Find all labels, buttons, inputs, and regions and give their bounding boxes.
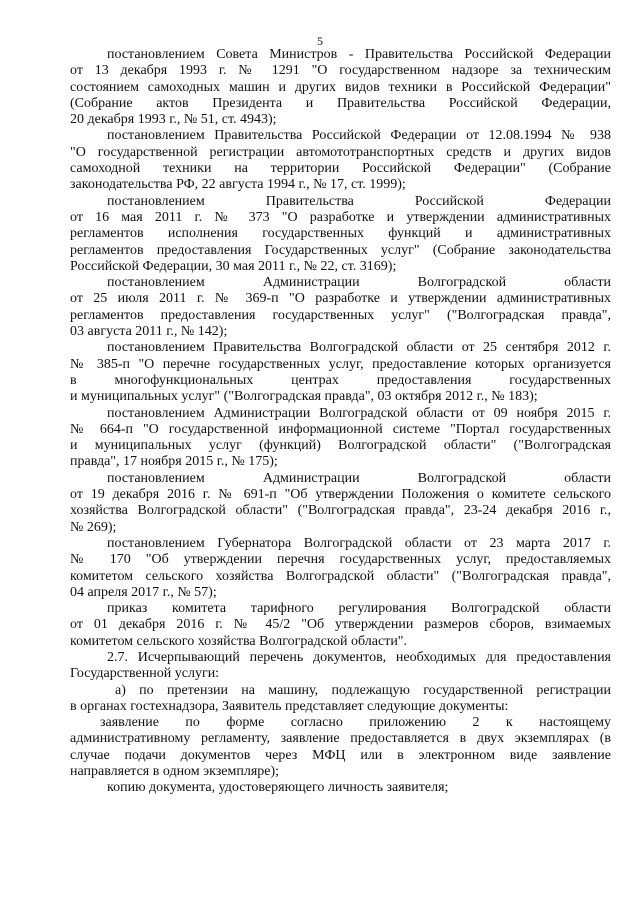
text-line: и муниципальных услуг" ("Волгоградская правда", 03 октября 2012 г., № 183); xyxy=(70,389,538,405)
text-line: постановлением Правительства Российской Федерации xyxy=(107,193,611,209)
text-line: и муниципальных услуг (функций) Волгоградской области" ("Волгоградская xyxy=(70,438,611,454)
paragraph xyxy=(70,406,611,471)
text-line: от 25 июля 2011 г. № 369-п "О разработке и утверждении административных xyxy=(70,291,611,307)
text-line: регламентов предоставления государственных услуг" ("Волгоградская правда", xyxy=(70,307,611,323)
text-line: № 170 "Об утверждении перечня государственных услуг, предоставляемых xyxy=(70,552,611,568)
page-number: 5 xyxy=(317,34,323,48)
text-line: № 269); xyxy=(70,519,117,535)
text-line: 04 апреля 2017 г., № 57); xyxy=(70,584,217,600)
text-line: от 13 декабря 1993 г. № 1291 "О государственном надзоре за техническим xyxy=(70,63,611,79)
text-line: состоянием самоходных машин и других видов техники в Российской Федерации" xyxy=(70,79,611,95)
text-line: направляется в одном экземпляре); xyxy=(70,764,280,780)
paragraph xyxy=(70,601,611,650)
paragraph xyxy=(70,650,611,683)
text-line: № 385-п "О перечне государственных услуг, предоставление которых организуется xyxy=(70,356,611,372)
text-line: 20 декабря 1993 г., № 51, ст. 4943); xyxy=(70,112,277,128)
text-line: копию документа, удостоверяющего личность заявителя; xyxy=(107,780,449,796)
text-line: регламентов предоставления Государственных услуг" (Собрание законодательства xyxy=(70,242,611,258)
text-line: 03 августа 2011 г., № 142); xyxy=(70,324,228,340)
text-line: от 19 декабря 2016 г. № 691-п "Об утверждении Положения о комитете сельского xyxy=(70,487,611,503)
text-line: 2.7. Исчерпывающий перечень документов, необходимых для предоставления xyxy=(107,649,611,665)
paragraph xyxy=(70,715,611,780)
text-line: в многофункциональных центрах предоставления государственных xyxy=(70,372,611,388)
text-line: от 16 мая 2011 г. № 373 "О разработке и утверждении административных xyxy=(70,209,611,225)
text-line: постановлением Правительства Волгоградской области от 25 сентября 2012 г. xyxy=(107,340,611,356)
paragraph xyxy=(70,275,611,340)
text-line: постановлением Администрации Волгоградской области от 09 ноября 2015 г. xyxy=(107,405,611,421)
text-line: постановлением Правительства Российской Федерации от 12.08.1994 № 938 xyxy=(107,128,611,144)
paragraph xyxy=(70,471,611,536)
text-line: регламентов исполнения государственных функций и административных xyxy=(70,226,611,242)
paragraph xyxy=(70,780,611,796)
text-line: комитетом сельского хозяйства Волгоградской области" ("Волгоградская правда", xyxy=(70,568,611,584)
text-line: постановлением Администрации Волгоградской области xyxy=(107,470,611,486)
text-line: № 664-п "О государственной информационной системе "Портал государственных xyxy=(70,421,611,437)
paragraph xyxy=(70,683,611,716)
text-line: в органах гостехнадзора, Заявитель представляет следующие документы: xyxy=(70,698,509,714)
text-line: а) по претензии на машину, подлежащую государственной регистрации xyxy=(115,682,611,698)
text-line: хозяйства Волгоградской области" ("Волгоградская правда", 23-24 декабря 2016 г., xyxy=(70,503,611,519)
text-line: случае подачи документов через МФЦ или в электронном виде заявление xyxy=(70,747,611,763)
text-line: от 01 декабря 2016 г. № 45/2 "Об утверждении размеров сборов, взимаемых xyxy=(70,617,611,633)
text-line: правда", 17 ноября 2015 г., № 175); xyxy=(70,454,278,470)
text-line: Российской Федерации, 30 мая 2011 г., № 22, ст. 3169); xyxy=(70,258,397,274)
text-line: самоходной техники на территории Российской Федерации" (Собрание xyxy=(70,161,611,177)
text-line: законодательства РФ, 22 августа 1994 г., № 17, ст. 1999); xyxy=(70,177,406,193)
document-body xyxy=(70,47,611,797)
text-line: (Собрание актов Президента и Правительства Российской Федерации, xyxy=(70,95,611,111)
paragraph xyxy=(70,47,611,128)
text-line: постановлением Губернатора Волгоградской области от 23 марта 2017 г. xyxy=(107,535,611,551)
text-line: заявление по форме согласно приложению 2 к настоящему xyxy=(100,715,611,731)
text-line: Государственной услуги: xyxy=(70,666,220,682)
text-line: "О государственной регистрации автомототранспортных средств и других видов xyxy=(70,144,611,160)
text-line: комитетом сельского хозяйства Волгоградской области". xyxy=(70,633,408,649)
text-line: постановлением Совета Министров - Правительства Российской Федерации xyxy=(107,47,611,62)
paragraph xyxy=(70,128,611,193)
paragraph xyxy=(70,536,611,601)
paragraph xyxy=(70,340,611,405)
text-line: административному регламенту, заявление предоставляется в двух экземплярах (в xyxy=(70,731,611,747)
text-line: приказ комитета тарифного регулирования Волгоградской области xyxy=(107,601,611,617)
paragraph xyxy=(70,194,611,275)
text-line: постановлением Администрации Волгоградской области xyxy=(107,275,611,291)
